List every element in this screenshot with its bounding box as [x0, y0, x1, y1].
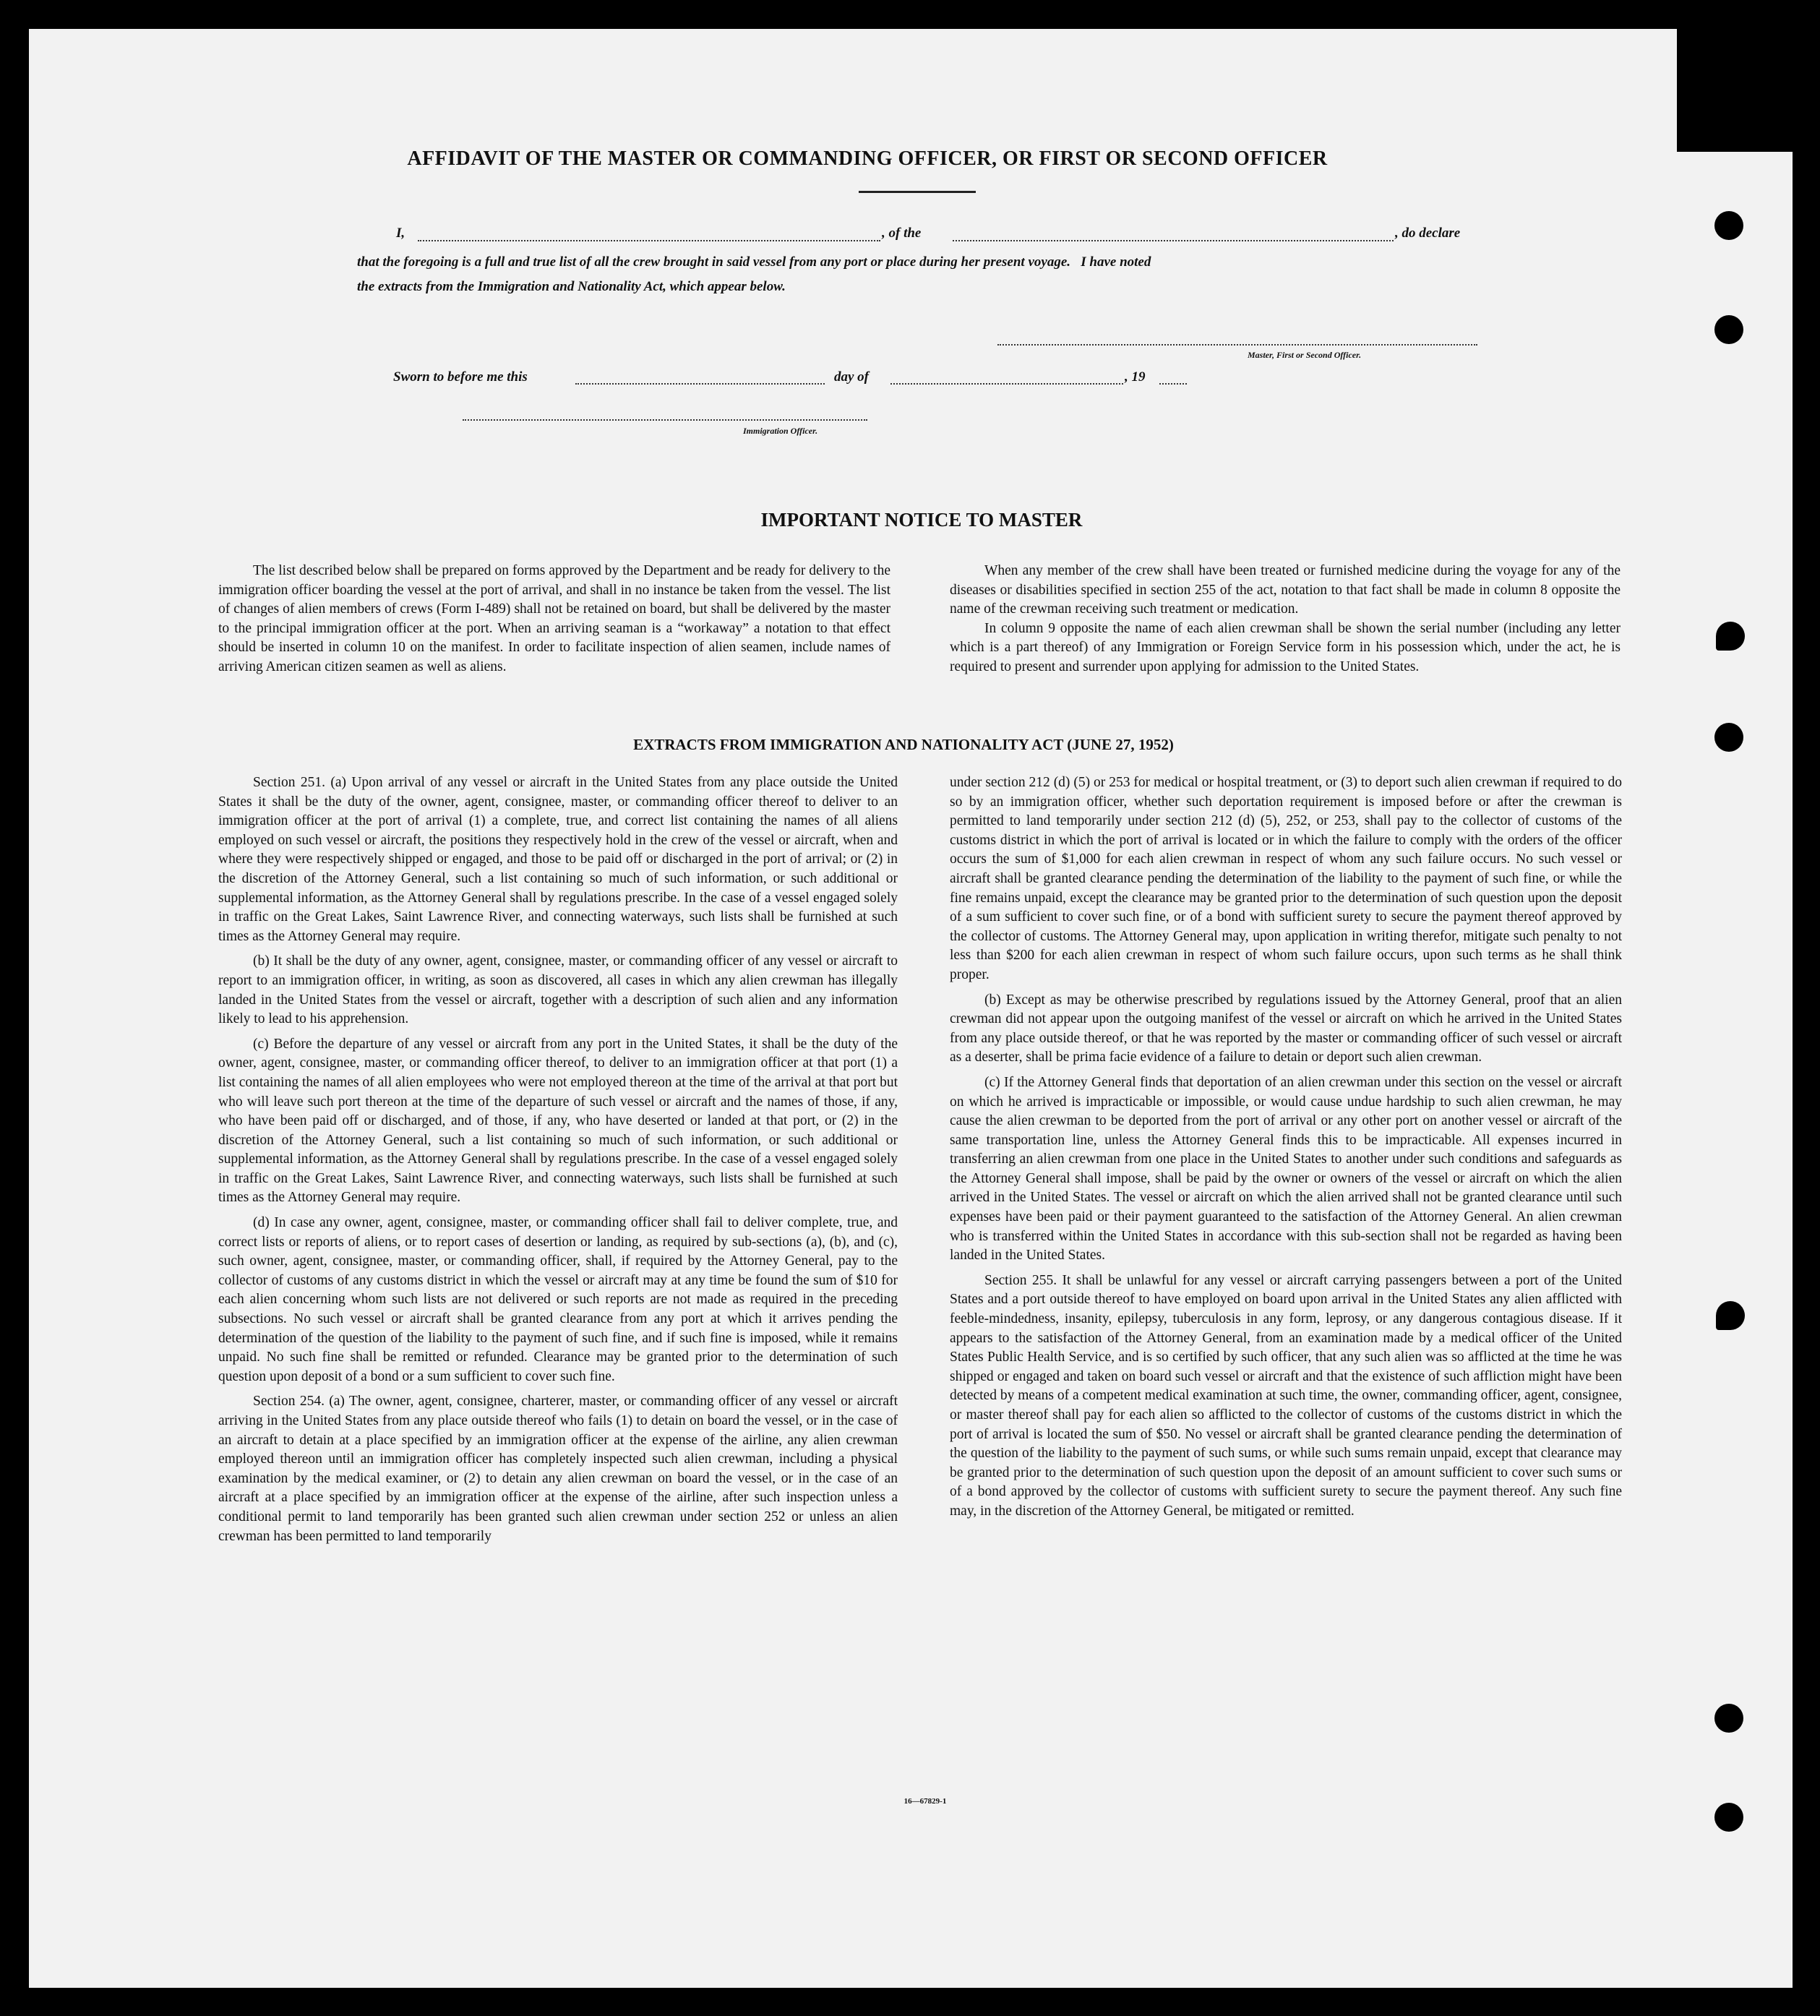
punch-hole [1716, 622, 1745, 651]
punch-hole [1714, 211, 1743, 240]
notice-left-column [218, 562, 890, 682]
sworn-label: Sworn to before me this [393, 369, 528, 385]
section-paragraph: Section 254. (a) The owner, agent, consignee, charterer, master, or commanding officer of any vessel or aircraft arriving in the United States from any place outside thereof who fails (1) to detain on board the vessel, or in the case of an aircraft to detain at a place specified by an immigration officer at the expense of the airline, any alien crewman employed thereon until an immigration officer has completely inspected such alien crewman, including a physical examination by the medical examiner, or (2) to detain any alien crewman on board the vessel, or in the case of an aircraft at a place specified by an immigration officer at the expense of the airline, after such inspection unless a conditional permit to land temporarily has been granted such alien crewman under section 252 or unless an alien crewman has been permitted to land temporarily [218, 1394, 898, 1544]
notice-paragraph: When any member of the crew shall have been treated or furnished medicine during the voyage for any of the diseases or disabilities specified in section 255 of the act, notation to that fact shall be made in column 8 opposite the name of the crewman receiving such treatment or medication. [950, 563, 1621, 617]
month-blank [890, 383, 1123, 385]
notice-paragraph: The list described below shall be prepared on forms approved by the Department and be ready for delivery to the immigration officer boarding the vessel at the port of arrival, and shall in no instance be taken from the vessel. The list of changes of alien members of crews (Form I-489) shall not be retained on board, but shall be delivered by the master to the principal immigration officer at the port. When an arriving seaman is a “workaway” a notation to that effect should be inserted in column 10 on the manifest. In order to facilitate inspection of alien seamen, include names of arriving American citizen seamen as well as aliens. [218, 563, 890, 674]
name-blank [418, 240, 880, 241]
extracts-right-column [950, 773, 1622, 1527]
title-rule [859, 191, 976, 193]
affidavit-title: AFFIDAVIT OF THE MASTER OR COMMANDING OFFICER, OR FIRST OR SECOND OFFICER [407, 147, 1328, 170]
punch-hole [1714, 1704, 1743, 1733]
punch-hole [1714, 1803, 1743, 1832]
notice-title: IMPORTANT NOTICE TO MASTER [760, 509, 1083, 531]
punch-hole [1716, 1301, 1745, 1330]
affidavit-line2: that the foregoing is a full and true list of all the crew brought in said vessel from any port or place during her present voyage. I have noted [357, 254, 1151, 270]
extracts-title: EXTRACTS FROM IMMIGRATION AND NATIONALITY ACT (JUNE 27, 1952) [633, 736, 1174, 753]
affidavit-of-the: , of the [882, 226, 922, 241]
affidavit-i: I, [396, 226, 405, 241]
punch-hole [1714, 723, 1743, 752]
section-paragraph: Section 255. It shall be unlawful for any vessel or aircraft carrying passengers between a port of the United States and a port outside thereof to have employed on board upon arrival in the United States any alien afflicted with feeble-mindedness, insanity, epilepsy, tuberculosis in any form, leprosy, or any dangerous contagious disease. If it appears to the satisfaction of the Attorney General, from an examination made by a medical officer of the United States Public Health Service, and is so certified by such officer, that any such alien was so afflicted at the time he was shipped or engaged and taken on board such vessel or aircraft and that the existence of such affliction might have been detected by means of a competent medical examination at such time, the owner, commanding officer, agent, consignee, or master thereof shall pay for each alien so afflicted to the collector of customs of the customs district in which the port of arrival is located the sum of $50. No vessel or aircraft shall be granted clearance pending the determination of the question of the liability to the payment of such sums, or while such sums remain unpaid, except that clearance may be granted prior to the determination of such question upon the deposit of an amount sufficient to cover such sums or of a bond approved by the collector of customs with sufficient surety to secure the payment thereof. Any such fine may, in the discretion of the Attorney General, be mitigated or remitted. [950, 1272, 1622, 1519]
section-paragraph: Section 251. (a) Upon arrival of any vessel or aircraft in the United States from any place outside the United States it shall be the duty of the owner, agent, consignee, master, or commanding officer thereof to deliver to an immigration officer at the port of arrival (1) a complete, true, and correct list containing the names of all aliens employed on such vessel or aircraft, the positions they respectively hold in the crew of the vessel or aircraft, when and where they were respectively shipped or engaged, and those to be paid off or discharged in the port of arrival; or (2) in the discretion of the Attorney General, such a list containing so much of such information, or such additional or supplemental information, as the Attorney General shall by regulations prescribe. In the case of a vessel engaged solely in traffic on the Great Lakes, Saint Lawrence River, and connecting waterways, such lists shall be furnished at such times as the Attorney General may require. [218, 775, 898, 944]
section-paragraph: under section 212 (d) (5) or 253 for medical or hospital treatment, or (3) to deport such alien crewman if required to do so by an immigration officer, whether such deportation requirement is imposed before or after the crewman is permitted to land temporarily under section 212 (d) (5), 252, or 253, shall pay to the collector of customs of the customs district in which the port of arrival is located or in which the failure to comply with the orders of the officer occurs the sum of $1,000 for each alien crewman in respect of whom any such failure occurs. No such vessel or aircraft shall be granted clearance pending the determination of the liability to the payment of such fine, or while the fine remains unpaid, except the clearance may be granted prior to the determination of such question upon the deposit of a sum sufficient to cover such fine, or of a bond with sufficient surety to secure the payment thereof approved by the collector of customs. The Attorney General may, upon application in writing therefor, mitigate such penalty to not less than $200 for each alien crewman in respect of whom such failure occurs, upon such terms as he shall think proper. [950, 775, 1622, 982]
punch-hole [1714, 315, 1743, 344]
notice-paragraph: In column 9 opposite the name of each alien crewman shall be shown the serial number (including any letter which is a part thereof) of any Immigration or Foreign Service form in his possession which, under the act, he is required to present and surrender upon applying for admission to the United States. [950, 620, 1621, 674]
affidavit-do-declare: , do declare [1395, 226, 1461, 241]
year-label: , 19 [1125, 369, 1146, 385]
year-blank [1159, 383, 1187, 385]
sworn-day-blank [575, 383, 825, 385]
section-paragraph: (c) Before the departure of any vessel or aircraft from any port in the United States, it shall be the duty of the owner, agent, consignee, master, or commanding officer thereof, to deliver to an immigration officer at that port (1) a list containing the names of all alien employees who were not employed thereon at the time of the arrival at that port but who will leave such port thereon at the time of the departure of such vessel or aircraft and the names of those, if any, who have been paid off or discharged, and of those, if any, who have deserted or landed at that port, or (2) in the discretion of the Attorney General, such a list containing so much of such information, or such additional or supplemental information, as the Attorney General shall by regulations prescribe. In the case of a vessel engaged solely in traffic on the Great Lakes, Saint Lawrence River, and connecting waterways, such lists shall be furnished at such times as the Attorney General may require. [218, 1036, 898, 1206]
section-paragraph: (c) If the Attorney General finds that deportation of an alien crewman under this section on the vessel or aircraft on which he arrived is impracticable or impossible, or would cause undue hardship to such alien crewman, he may cause the alien crewman to be deported from the port of arrival or any other port on another vessel or aircraft of the same transportation line, unless the Attorney General finds this to be impracticable. All expenses incurred in transferring an alien crewman from one place in the United States to another under such conditions and safeguards as the Attorney General shall impose, shall be paid by the owner or owners of the vessel or aircraft on which the alien arrived in the United States. The vessel or aircraft on which the alien arrived shall not be granted clearance until such expenses have been paid or their payment guaranteed to the satisfaction of the Attorney General. An alien crewman who is transferred within the United States in accordance with this sub-section shall not be regarded as having been landed in the United States. [950, 1074, 1622, 1264]
master-signature-line [997, 344, 1477, 346]
day-of-label: day of [834, 369, 870, 385]
form-number: 16—67829-1 [903, 1797, 947, 1806]
vessel-blank [953, 240, 1394, 241]
section-paragraph: (b) It shall be the duty of any owner, agent, consignee, master, or commanding officer of any vessel or aircraft to report to an immigration officer, in writing, as soon as discovered, all cases in which any alien crewman has illegally landed in the United States from the vessel or aircraft, together with a description of such alien and any information likely to lead to his apprehension. [218, 953, 898, 1027]
master-label: Master, First or Second Officer. [1248, 350, 1362, 360]
affidavit-line3: the extracts from the Immigration and Nationality Act, which appear below. [357, 279, 786, 294]
section-paragraph: (b) Except as may be otherwise prescribed by regulations issued by the Attorney General, proof that an alien crewman did not appear upon the outgoing manifest of the vessel or aircraft on which he arrived in the United States from any place outside thereof, or that he was reported by the master or commanding officer of such vessel or aircraft as a deserter, shall be prima facie evidence of a failure to detain or deport such alien crewman. [950, 992, 1622, 1065]
officer-signature-line [463, 419, 867, 421]
notice-right-column [950, 562, 1621, 682]
extracts-left-column [218, 773, 898, 1552]
officer-label: Immigration Officer. [743, 426, 818, 436]
section-paragraph: (d) In case any owner, agent, consignee, master, or commanding officer shall fail to deliver complete, true, and correct lists or reports of aliens, or to report cases of desertion or landing, as required by sub-sections (a), (b), and (c), such owner, agent, consignee, master, or commanding officer, shall, if required by the Attorney General, pay to the collector of customs of any customs district in which the vessel or aircraft may at any time be found the sum of $10 for each alien concerning whom such lists are not delivered or such reports are not made as required in the preceding subsections. No such vessel or aircraft shall be granted clearance from any port at which it arrives pending the determination of the question of the liability to the payment of such fine, and if such fine is imposed, while it remains unpaid. No such fine shall be remitted or refunded. Clearance may be granted prior to the determination of such question upon deposit of a bond or a sum sufficient to cover such fine. [218, 1215, 898, 1384]
